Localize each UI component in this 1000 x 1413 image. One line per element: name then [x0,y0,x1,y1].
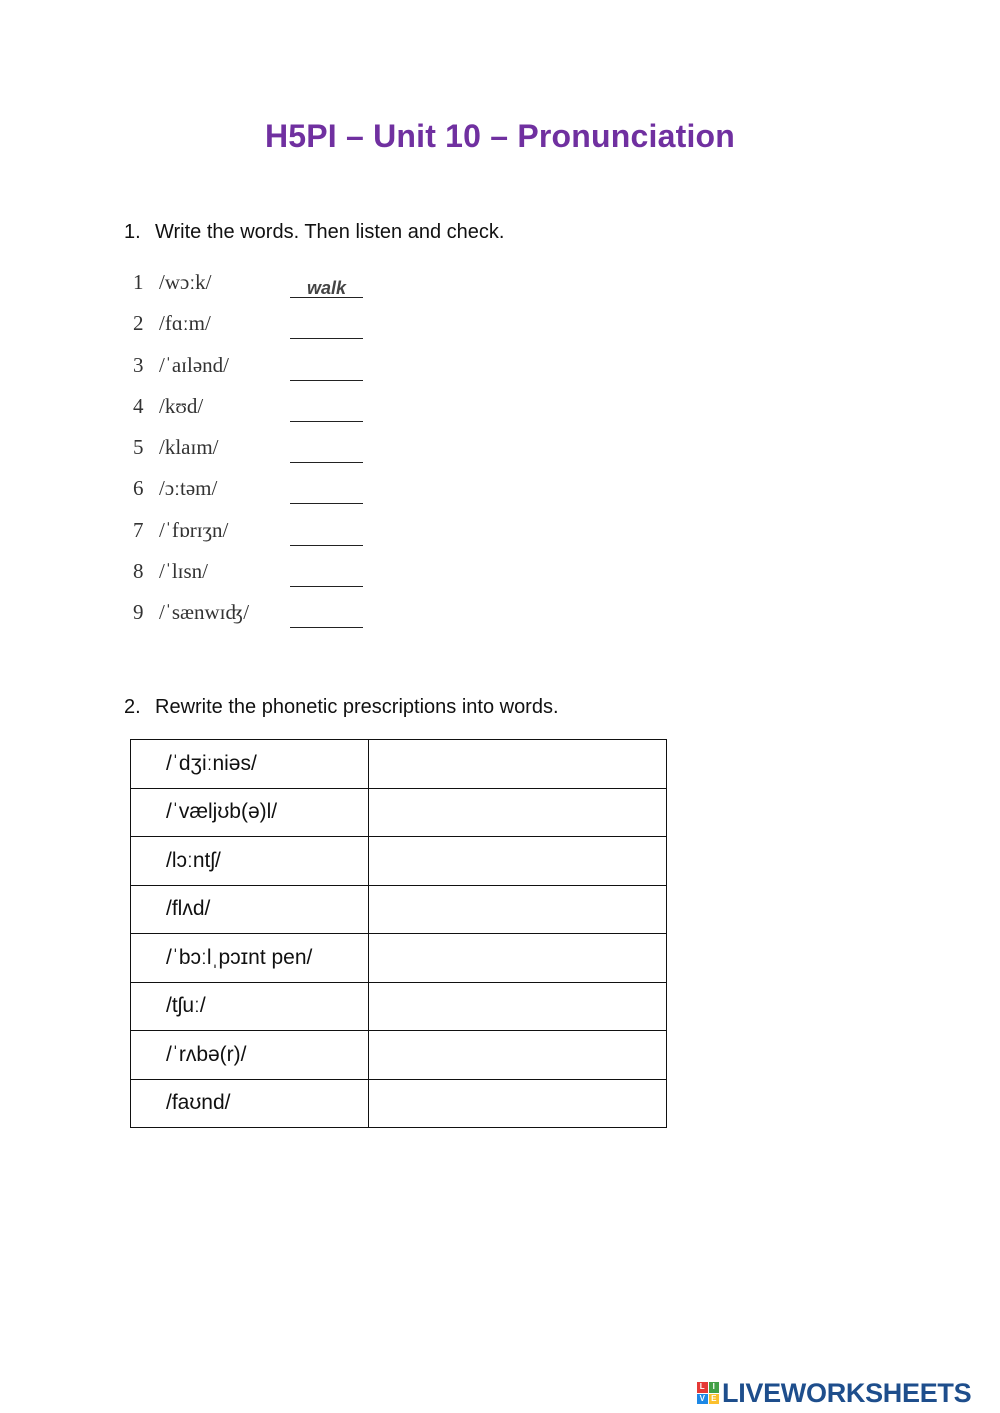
item-number: 7 [133,517,144,542]
answer-cell[interactable] [369,837,667,886]
logo-square-red: L [697,1382,708,1393]
answer-cell[interactable] [369,982,667,1031]
answer-blank[interactable]: walk [290,278,363,298]
answer-blank[interactable] [290,484,363,504]
exercise-2-number: 2. [124,696,141,718]
answer-cell[interactable] [369,740,667,789]
liveworksheets-logo [697,1378,971,1408]
phonetic-cell: /ˈvæljʊb(ə)l/ [131,788,369,837]
exercise-1-number: 1. [124,221,141,243]
phonetic-cell: /ˈrʌbə(r)/ [131,1031,369,1080]
table-row [131,934,667,983]
item-phonetic: /klaɪm/ [159,435,219,460]
phonetic-cell: /tʃuː/ [131,982,369,1031]
logo-icon [697,1382,719,1404]
phonetic-cell: /ˈdʒiːniəs/ [131,740,369,789]
item-number: 5 [133,435,144,460]
item-number: 6 [133,476,144,501]
item-number: 1 [133,270,144,294]
item-phonetic: /ˈaɪlənd/ [159,352,229,377]
answer-cell[interactable] [369,788,667,837]
exercise-2-table [130,739,667,1128]
exercise-2-text: Rewrite the phonetic prescriptions into words. [155,696,559,718]
table-row [131,788,667,837]
table-row [131,837,667,886]
item-phonetic: /ˈlɪsn/ [159,559,209,584]
exercise-2-instruction [124,696,559,719]
answer-blank[interactable] [290,608,363,628]
phonetic-cell: /ˈbɔːlˌpɔɪnt pen/ [131,934,369,983]
item-number: 4 [133,393,144,418]
item-number: 3 [133,352,144,377]
item-number: 2 [133,311,144,336]
item-phonetic: /fɑːm/ [159,311,211,336]
logo-square-blue: V [697,1394,708,1405]
answer-cell[interactable] [369,1079,667,1128]
exercise-1-text: Write the words. Then listen and check. [155,221,505,243]
answer-blank[interactable] [290,319,363,339]
item-phonetic: /kʊd/ [159,393,204,418]
item-phonetic: /ɔːtəm/ [159,476,218,501]
page-title: H5PI – Unit 10 – Pronunciation [264,118,736,154]
table-row [131,740,667,789]
item-number: 8 [133,559,144,584]
table-row [131,885,667,934]
item-phonetic: /ˈsænwɪʤ/ [159,600,250,625]
table-row [131,1079,667,1128]
answer-blank[interactable] [290,402,363,422]
answer-cell[interactable] [369,1031,667,1080]
exercise-1-instruction [124,221,504,244]
phonetic-cell: /faʊnd/ [131,1079,369,1128]
answer-cell[interactable] [369,934,667,983]
answer-blank[interactable] [290,567,363,587]
phonetic-cell: /lɔːntʃ/ [131,837,369,886]
item-number: 9 [133,600,144,625]
logo-text: LIVEWORKSHEETS [722,1377,972,1408]
answer-cell[interactable] [369,885,667,934]
table-row [131,982,667,1031]
answer-blank[interactable] [290,526,363,546]
table-row [131,1031,667,1080]
item-phonetic: /ˈfɒrɪʒn/ [159,517,229,542]
phonetic-cell: /flʌd/ [131,885,369,934]
logo-square-yellow: E [709,1394,720,1405]
logo-square-green: I [709,1382,720,1393]
item-phonetic: /wɔːk/ [159,270,212,294]
answer-blank[interactable] [290,443,363,463]
answer-blank[interactable] [290,361,363,381]
